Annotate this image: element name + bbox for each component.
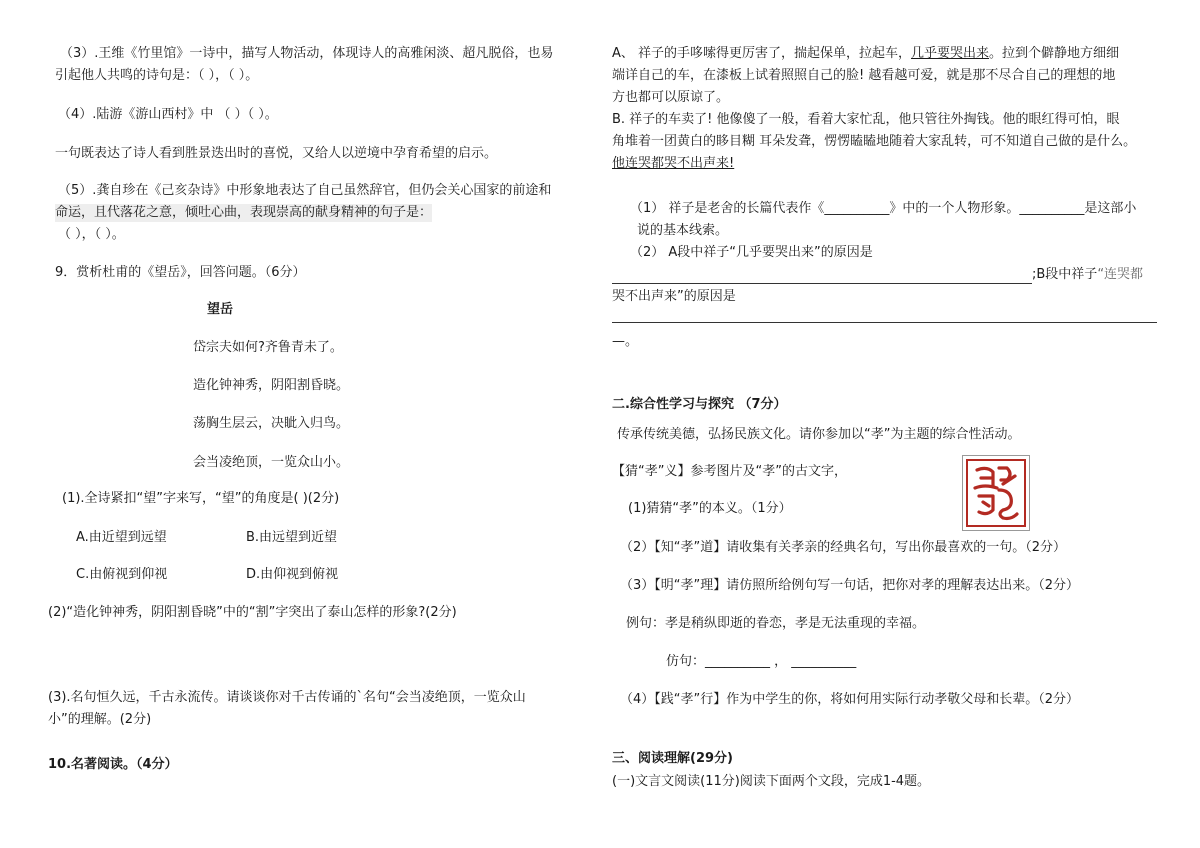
- novel-q2-tail-pre: ;B段中祥子: [1032, 267, 1098, 282]
- q4-line1: （4）.陆游《游山西村》中 （ ）（ ）。: [58, 107, 278, 122]
- poem-title: 望岳: [207, 302, 234, 317]
- q9-3-line1: (3).名句恒久远，千古永流传。请谈谈你对千古传诵的`名句“会当凌绝顶，一览众山: [48, 690, 526, 705]
- passage-a-line2: 端详自己的车，在漆板上试着照照自己的脸! 越看越可爱，就是那不尽合自己的理想的地: [612, 68, 1116, 83]
- q3-line1: （3）.王维《竹里馆》一诗中，描写人物活动，体现诗人的高雅闲淡、超凡脱俗，也易: [60, 46, 554, 61]
- poem-line: 荡胸生层云，决眦入归鸟。: [193, 416, 350, 431]
- novel-q1-line2: 说的基本线索。: [637, 223, 729, 238]
- passage-a-post: 。拉到个僻静地方细细: [989, 46, 1120, 61]
- option-d: D.由仰视到俯视: [246, 567, 339, 582]
- q5-line3: （ ），（ ）。: [58, 227, 125, 242]
- novel-q2-end: —。: [612, 334, 639, 349]
- novel-q2-line2: 哭不出声来”的原因是: [612, 289, 736, 304]
- option-a: A.由近望到远望: [76, 530, 167, 545]
- q5-line2: 命运，且代落花之意，倾吐心曲，表现崇高的献身精神的句子是：: [55, 205, 433, 220]
- answer-line: [612, 283, 1032, 284]
- option-b: B.由远望到近望: [246, 530, 338, 545]
- passage-a-line1: [612, 45, 1119, 63]
- q9-3-line2: 小”的理解。(2分): [48, 712, 152, 727]
- q5-line1: （5）.龚自珍在《己亥杂诗》中形象地表达了自己虽然辞官，但仍会关心国家的前途和: [58, 183, 552, 198]
- q4-line2: 一句既表达了诗人看到胜景迭出时的喜悦，又给人以逆境中孕育希望的启示。: [55, 146, 498, 161]
- novel-q2-line1: （2） A段中祥子“几乎要哭出来”的原因是: [630, 245, 873, 260]
- passage-b-line1: B. 祥子的车卖了! 他像傻了一般，看着大家忙乱，他只管往外掏钱。他的眼红得可怕，眼: [612, 112, 1120, 127]
- section3-title: 三、阅读理解(29分): [612, 751, 733, 766]
- poem-line: 岱宗夫如何?齐鲁青未了。: [193, 340, 343, 355]
- xiao-seal-icon: [963, 456, 1029, 530]
- q9-title: 9．赏析杜甫的《望岳》，回答问题。（6分）: [55, 265, 306, 280]
- poem-line: 造化钟神秀，阴阳割昏晓。: [193, 378, 350, 393]
- section2-title: 二.综合性学习与探究 （7分）: [612, 397, 787, 412]
- poem-line: 会当凌绝顶，一览众山小。: [193, 455, 350, 470]
- passage-a-underlined: 几乎要哭出来: [911, 46, 990, 61]
- q9-1: (1).全诗紧扣“望”字来写，“望”的角度是( )(2分): [62, 491, 340, 506]
- know-q2: （2）【知“孝”道】请收集有关孝亲的经典名句，写出你最喜欢的一句。（2分）: [620, 540, 1067, 555]
- passage-a-line3: 方也都可以原谅了。: [612, 90, 730, 105]
- guess-line: 【猜“孝”义】参考图片及“孝”的古文字，: [612, 464, 847, 479]
- novel-q1-line1: （1） 祥子是老舍的长篇代表作《__________》中的一个人物形象。__________是这部小: [630, 201, 1137, 216]
- q10-title: 10.名著阅读。（4分）: [48, 757, 178, 772]
- passage-a-pre: A、 祥子的手哆嗦得更厉害了，揣起保单，拉起车，: [612, 46, 912, 61]
- answer-line: [612, 322, 1157, 323]
- passage-b-line2: 角堆着一团黄白的眵目糊 耳朵发聋，愣愣瞌瞌地随着大家乱转，可不知道自己做的是什么。: [612, 134, 1137, 149]
- section3-sub: (一)文言文阅读(11分)阅读下面两个文段，完成1-4题。: [612, 774, 931, 789]
- understand-q3: （3）【明“孝”理】请仿照所给例句写一句话，把你对孝的理解表达出来。（2分）: [620, 578, 1080, 593]
- guess-q1: (1)猜猜“孝”的本义。（1分）: [628, 501, 792, 516]
- seal-image: [962, 455, 1030, 531]
- option-c: C.由俯视到仰视: [76, 567, 168, 582]
- novel-q2-tail: [1032, 266, 1143, 284]
- novel-q2-tail-gray: “连哭都: [1097, 267, 1144, 282]
- imitation-line: 仿句：__________ ， __________: [666, 654, 857, 669]
- section2-intro: 传承传统美德，弘扬民族文化。请你参加以“孝”为主题的综合性活动。: [617, 427, 1021, 442]
- q3-line2: 引起他人共鸣的诗句是：（ ），（ ）。: [55, 68, 259, 83]
- passage-b-line3: 他连哭都哭不出声来!: [612, 156, 735, 171]
- example-sentence: 例句：孝是稍纵即逝的眷恋，孝是无法重现的幸福。: [626, 616, 926, 631]
- q9-2: (2)“造化钟神秀，阴阳割昏晓”中的“割”字突出了泰山怎样的形象?(2分): [48, 605, 457, 620]
- practice-q4: （4）【践“孝”行】作为中学生的你，将如何用实际行动孝敬父母和长辈。（2分）: [620, 692, 1080, 707]
